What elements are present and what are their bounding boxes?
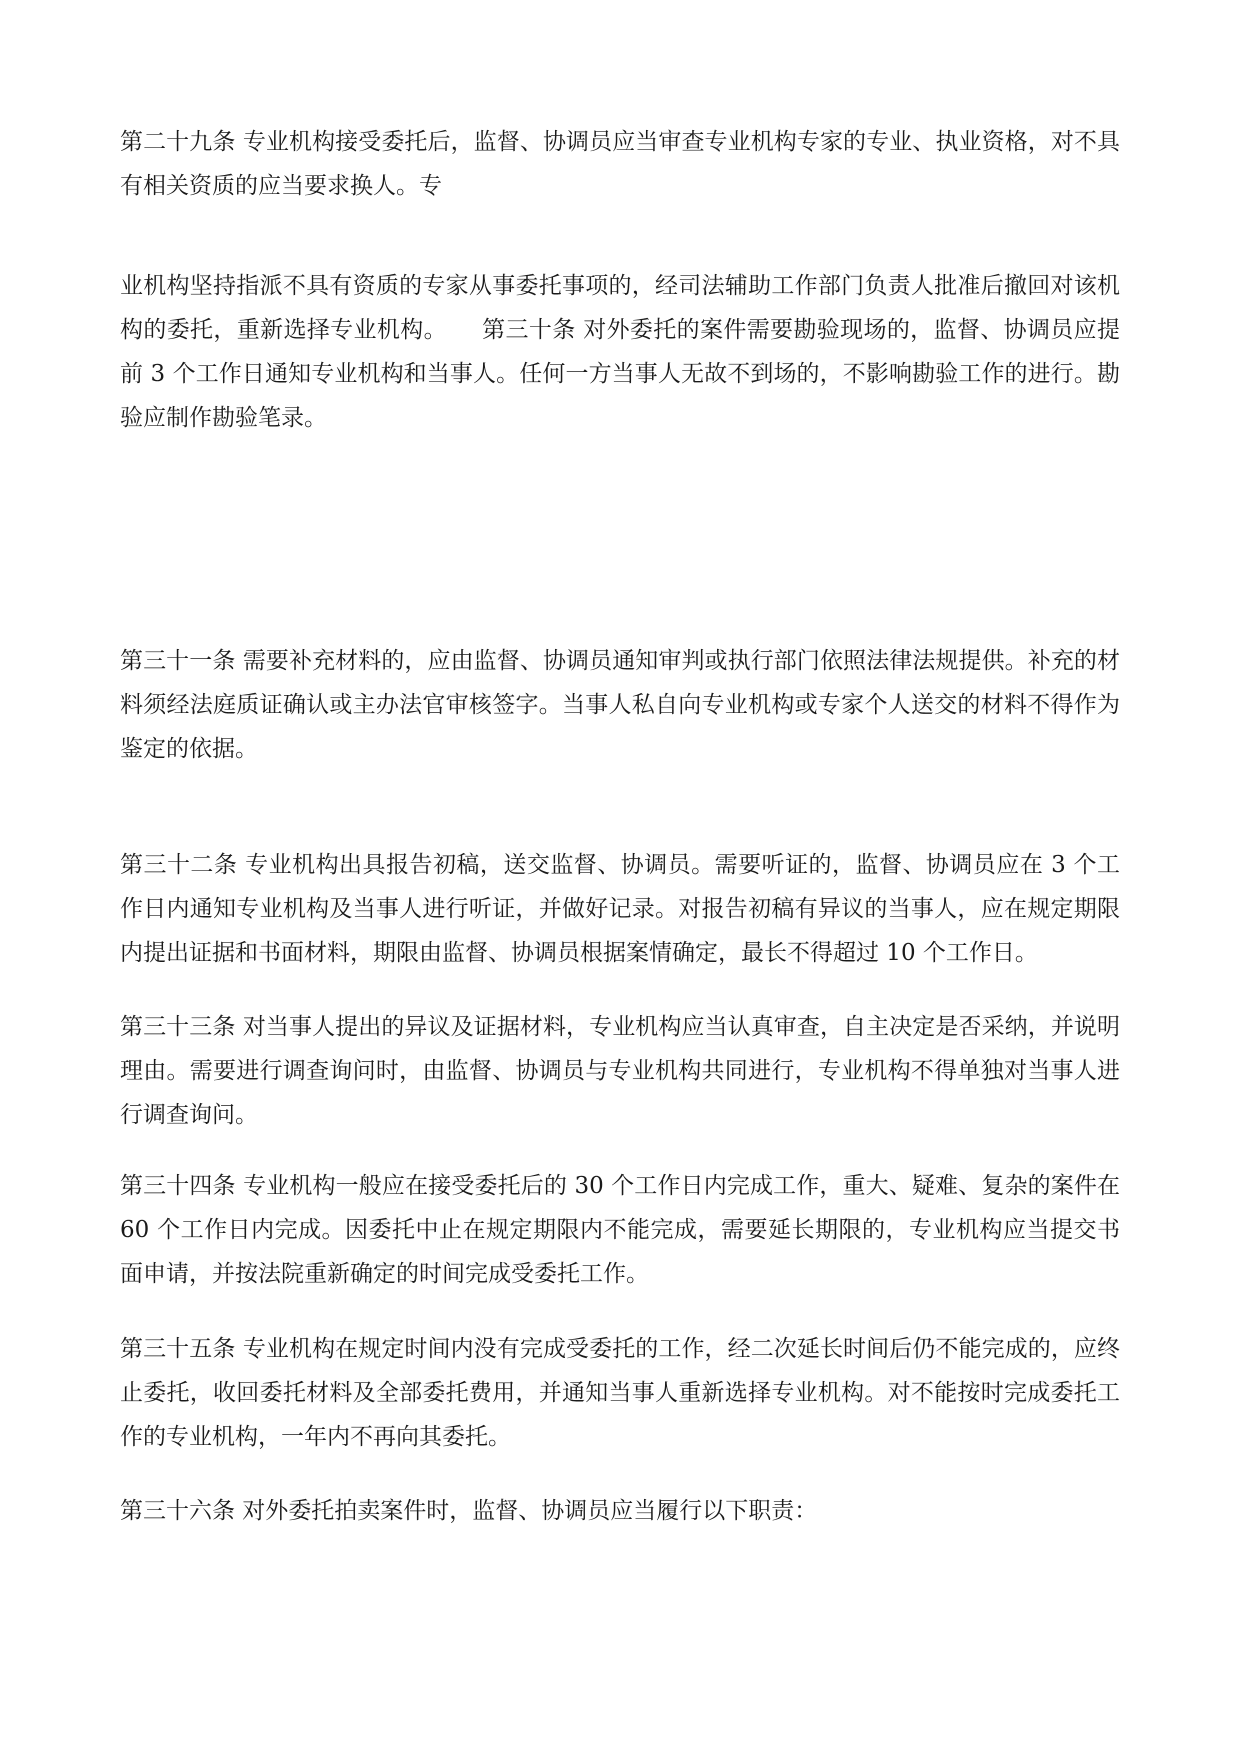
- paragraph-article-29: 第二十九条 专业机构接受委托后，监督、协调员应当审查专业机构专家的专业、执业资格，对不具有相关资质的应当要求换人。专: [120, 129, 1120, 199]
- paragraph-article-31: 第三十一条 需要补充材料的，应由监督、协调员通知审判或执行部门依照法律法规提供。补充的材料须经法庭质证确认或主办法官审核签字。当事人私自向专业机构或专家个人送交的材料不得作为鉴定的依据。: [120, 648, 1120, 762]
- paragraph-article-29-continued-and-30: 业机构坚持指派不具有资质的专家从事委托事项的，经司法辅助工作部门负责人批准后撤回对该机构的委托，重新选择专业机构。 第三十条 对外委托的案件需要勘验现场的，监督、协调员应提前 3 个工作日通知专业机构和当事人。任何一方当事人无故不到场的，不影响勘验工作的进行。勘验应制作勘验笔录。: [120, 273, 1120, 431]
- paragraph-article-34: 第三十四条 专业机构一般应在接受委托后的 30 个工作日内完成工作，重大、疑难、复杂的案件在 60 个工作日内完成。因委托中止在规定期限内不能完成，需要延长期限的，专业机构应当提交书面申请，并按法院重新确定的时间完成受委托工作。: [120, 1173, 1128, 1287]
- paragraph-article-35: 第三十五条 专业机构在规定时间内没有完成受委托的工作，经二次延长时间后仍不能完成的，应终止委托，收回委托材料及全部委托费用，并通知当事人重新选择专业机构。对不能按时完成委托工作的专业机构，一年内不再向其委托。: [120, 1336, 1120, 1450]
- paragraph-article-33: 第三十三条 对当事人提出的异议及证据材料，专业机构应当认真审查，自主决定是否采纳，并说明理由。需要进行调查询问时，由监督、协调员与专业机构共同进行，专业机构不得单独对当事人进行调查询问。: [120, 1014, 1120, 1128]
- paragraph-article-36: 第三十六条 对外委托拍卖案件时，监督、协调员应当履行以下职责：: [120, 1498, 818, 1524]
- paragraph-article-32: 第三十二条 专业机构出具报告初稿，送交监督、协调员。需要听证的，监督、协调员应在 3 个工作日内通知专业机构及当事人进行听证，并做好记录。对报告初稿有异议的当事人，应在规定期限内提出证据和书面材料，期限由监督、协调员根据案情确定，最长不得超过 10 个工作日。: [120, 852, 1120, 966]
